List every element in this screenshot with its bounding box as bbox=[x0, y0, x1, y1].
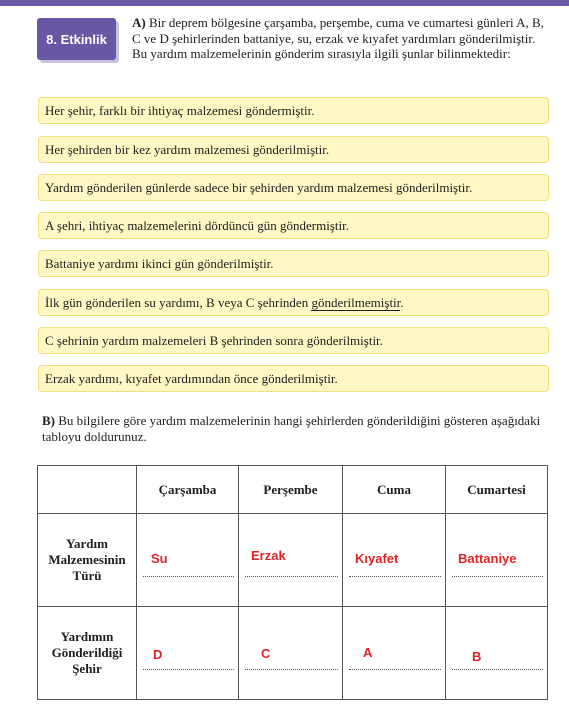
day-header: Cuma bbox=[343, 466, 446, 514]
dotted-line bbox=[349, 576, 441, 577]
answer-text: C bbox=[261, 646, 271, 661]
activity-badge: 8. Etkinlik bbox=[37, 18, 116, 60]
clue-underlined-word: gönderilmemiştir bbox=[311, 295, 401, 310]
answer-cell[interactable] bbox=[343, 514, 446, 607]
intro-label: A) bbox=[132, 15, 146, 30]
clue-text-end: . bbox=[400, 295, 404, 310]
table-row-city bbox=[38, 607, 548, 700]
table-corner-cell bbox=[38, 466, 137, 514]
day-header: Perşembe bbox=[239, 466, 343, 514]
dotted-line bbox=[143, 669, 234, 670]
clue-text: İlk gün gönderilen su yardımı, B veya C şehrinden bbox=[45, 295, 312, 310]
dotted-line bbox=[349, 669, 441, 670]
clue-box: Battaniye yardımı ikinci gün gönderilmiştir. bbox=[38, 250, 549, 277]
dotted-line bbox=[143, 576, 234, 577]
question-label: B) bbox=[42, 413, 55, 428]
intro-text: Bir deprem bölgesine çarşamba, perşembe, cuma ve cumartesi günleri A, B, C ve D şehirlerinden battaniye, su, erzak ve kıyafet yardımları gönderilmiştir. Bu yardım malzemelerinin gönderim sırasıyla ilgili şunlar bilinmektedir: bbox=[132, 15, 544, 61]
dotted-line bbox=[245, 576, 338, 577]
answer-text: Su bbox=[151, 551, 168, 566]
row-label-city: Yardımın Gönderildiği Şehir bbox=[38, 607, 137, 700]
table-header-row bbox=[38, 466, 548, 514]
answer-cell[interactable] bbox=[137, 514, 239, 607]
answer-cell[interactable] bbox=[446, 514, 548, 607]
day-header: Cumartesi bbox=[446, 466, 548, 514]
row-label-aid-type: Yardım Malzemesinin Türü bbox=[38, 514, 137, 607]
answer-text: A bbox=[363, 645, 373, 660]
answer-cell[interactable] bbox=[239, 607, 343, 700]
question-text bbox=[42, 413, 552, 445]
answer-text: D bbox=[153, 647, 163, 662]
clue-box: C şehrinin yardım malzemeleri B şehrinden sonra gönderilmiştir. bbox=[38, 327, 549, 354]
clue-box: Yardım gönderilen günlerde sadece bir şehirden yardım malzemesi gönderilmiştir. bbox=[38, 174, 549, 201]
question-body: Bu bilgilere göre yardım malzemelerinin hangi şehirlerden gönderildiğini gösteren aşağıdaki tabloyu doldurunuz. bbox=[42, 413, 541, 444]
dotted-line bbox=[452, 669, 543, 670]
answer-cell[interactable] bbox=[137, 607, 239, 700]
dotted-line bbox=[452, 576, 543, 577]
clue-box bbox=[38, 289, 549, 316]
answer-cell[interactable] bbox=[446, 607, 548, 700]
clue-box: Her şehir, farklı bir ihtiyaç malzemesi göndermiştir. bbox=[38, 97, 549, 124]
answer-text: Erzak bbox=[251, 548, 286, 563]
activity-intro bbox=[132, 15, 550, 62]
day-header: Çarşamba bbox=[137, 466, 239, 514]
answer-text: B bbox=[472, 649, 482, 664]
clue-box: Her şehirden bir kez yardım malzemesi gönderilmiştir. bbox=[38, 136, 549, 163]
clue-box: Erzak yardımı, kıyafet yardımından önce gönderilmiştir. bbox=[38, 365, 549, 392]
answer-text: Battaniye bbox=[458, 551, 517, 566]
answer-cell[interactable] bbox=[343, 607, 446, 700]
answer-text: Kıyafet bbox=[355, 551, 399, 566]
top-accent-bar bbox=[0, 0, 569, 6]
answer-cell[interactable] bbox=[239, 514, 343, 607]
clue-box: A şehri, ihtiyaç malzemelerini dördüncü gün göndermiştir. bbox=[38, 212, 549, 239]
table-row-aid-type bbox=[38, 514, 548, 607]
dotted-line bbox=[245, 669, 338, 670]
answer-table bbox=[37, 465, 548, 700]
